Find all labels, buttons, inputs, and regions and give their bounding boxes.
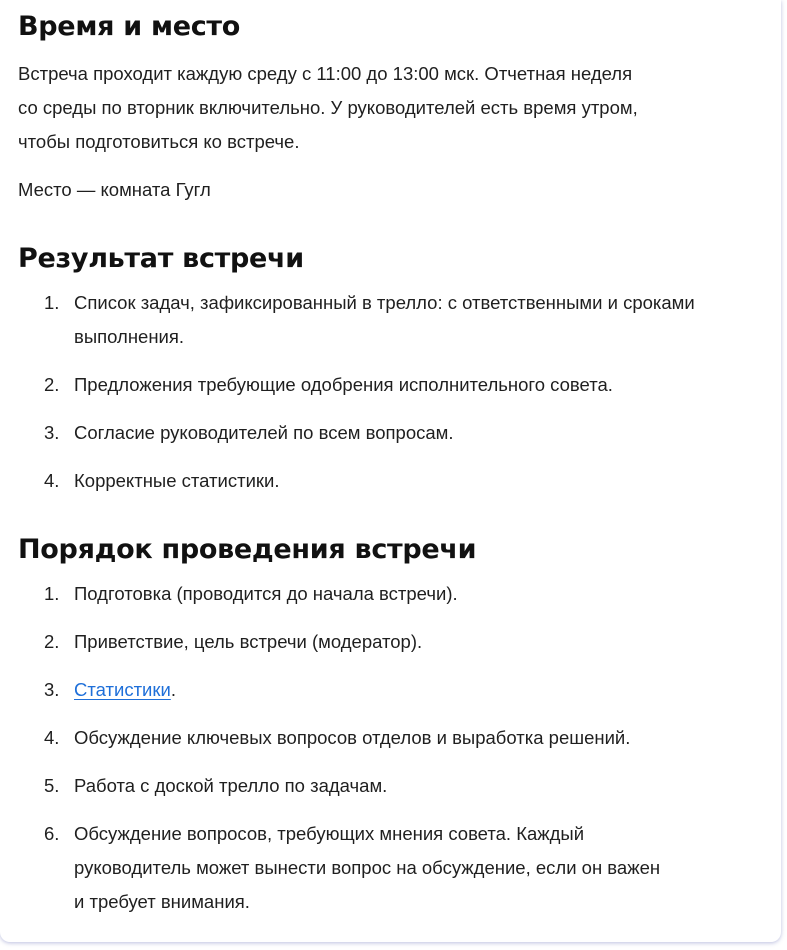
procedure-list (18, 577, 768, 919)
list-item (18, 416, 768, 450)
results-list (18, 286, 768, 498)
list-item (18, 464, 768, 498)
list-item (18, 817, 768, 919)
list-item (18, 368, 768, 402)
list-item (18, 577, 768, 611)
list-item-text: Приветствие, цель встречи (модератор). (74, 631, 423, 652)
list-item-text: выполнения. (74, 326, 185, 347)
statistics-link[interactable]: Статистики (74, 679, 171, 700)
intro-line: чтобы подготовиться ко встрече. (18, 131, 300, 152)
list-item-text: руководитель может вынести вопрос на обсуждение, если он важен (74, 857, 661, 878)
list-item-text: Подготовка (проводится до начала встречи). (74, 583, 458, 604)
list-item-number: 2. (44, 631, 60, 652)
intro-line: со среды по вторник включительно. У руководителей есть время утром, (18, 97, 638, 118)
list-item-text: Согласие руководителей по всем вопросам. (74, 422, 454, 443)
list-item-number: 3. (44, 422, 60, 443)
list-item (18, 625, 768, 659)
place-paragraph: Место — комната Гугл (18, 179, 211, 200)
list-item-text: Обсуждение вопросов, требующих мнения совета. Каждый (74, 823, 585, 844)
list-item-number: 6. (44, 823, 60, 844)
list-item-text: Работа с доской трелло по задачам. (74, 775, 388, 796)
section-title-results: Результат встречи (18, 243, 304, 274)
list-item (18, 769, 768, 803)
list-item-number: 5. (44, 775, 60, 796)
list-item-text: Обсуждение ключевых вопросов отделов и выработка решений. (74, 727, 631, 748)
intro-line: Встреча проходит каждую среду с 11:00 до 13:00 мск. Отчетная неделя (18, 63, 633, 84)
list-item-text: . (170, 679, 176, 700)
list-item-text: Корректные статистики. (74, 470, 280, 491)
list-item (18, 673, 768, 707)
list-item-number: 1. (44, 292, 60, 313)
list-item-number: 2. (44, 374, 60, 395)
list-item-number: 4. (44, 470, 60, 491)
section-title-procedure: Порядок проведения встречи (18, 534, 477, 565)
document-content (18, 8, 768, 919)
list-item-text: и требует внимания. (74, 891, 250, 912)
list-item (18, 286, 768, 354)
list-item-number: 4. (44, 727, 60, 748)
section-title-time-place: Время и место (18, 11, 241, 42)
list-item-number: 1. (44, 583, 60, 604)
list-item-number: 3. (44, 679, 60, 700)
time-place-paragraph (18, 57, 768, 159)
list-item-text: Список задач, зафиксированный в трелло: с ответственными и сроками (74, 292, 695, 313)
list-item (18, 721, 768, 755)
list-item-text: Предложения требующие одобрения исполнительного совета. (74, 374, 613, 395)
